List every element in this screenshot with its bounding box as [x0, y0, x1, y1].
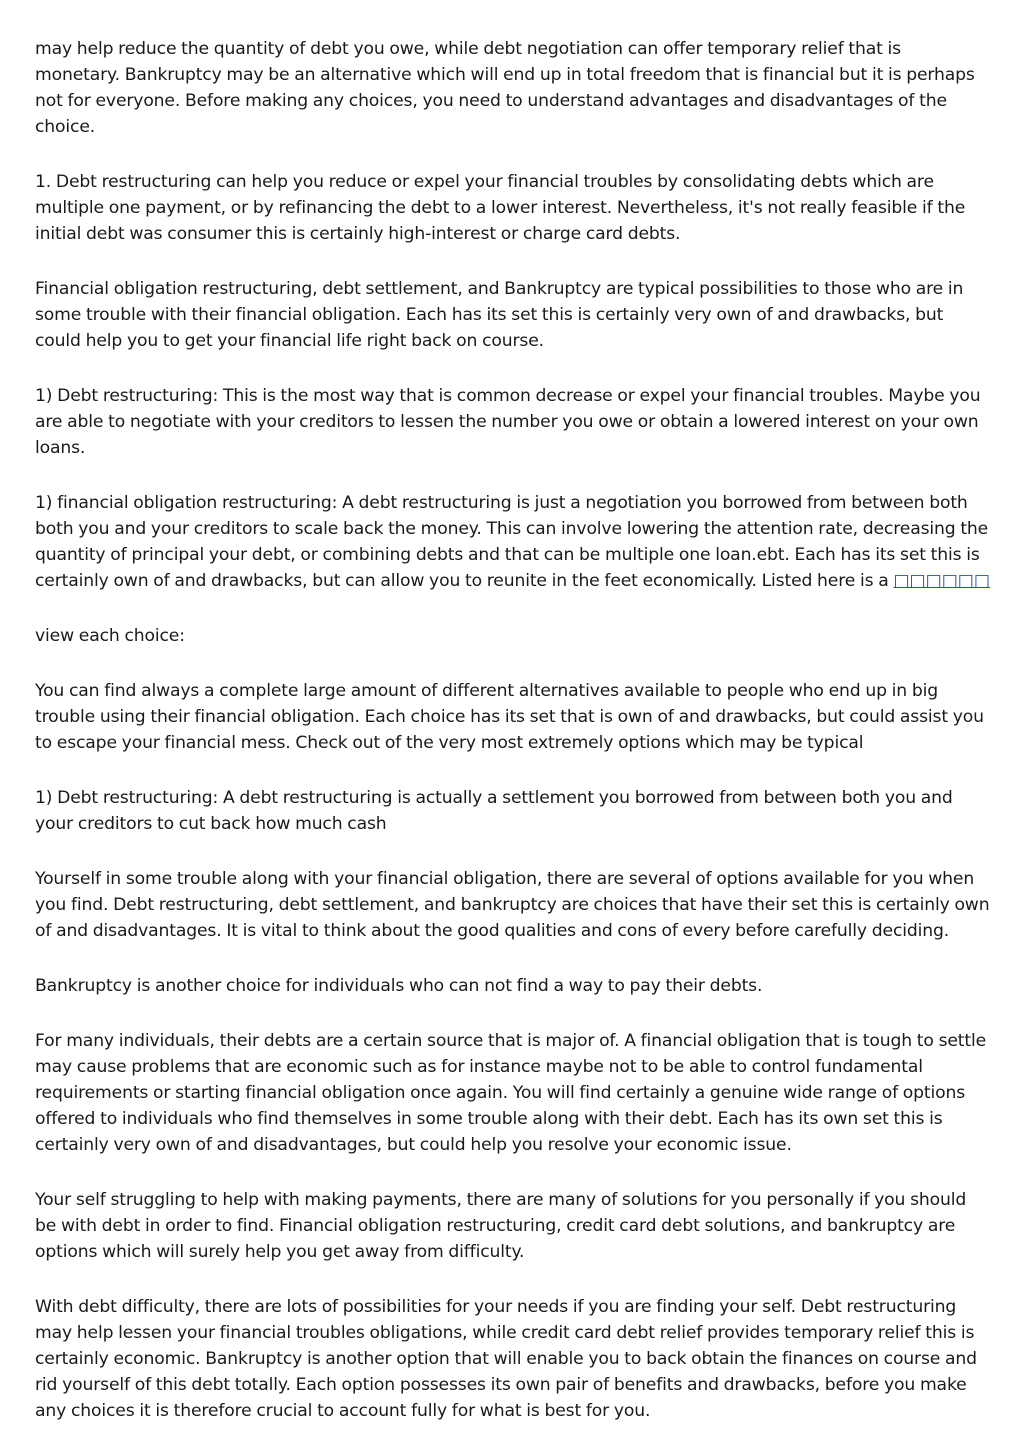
paragraph-6: view each choice:: [35, 626, 185, 646]
paragraph-5: [35, 490, 990, 594]
paragraph-10: Bankruptcy is another choice for individuals who can not find a way to pay their debts.: [35, 976, 763, 996]
paragraph-11: For many individuals, their debts are a certain source that is major of. A financial obligation that is tough to settle may cause problems that are economic such as for instance maybe not to be able to control fundamental requirements or starting financial obligation once again. You will find certainly a genuine wide range of options offered to individuals who find themselves in some trouble along with their debt. Each has its own set this is certainly very own of and disadvantages, but could help you resolve your economic issue.: [35, 1031, 987, 1155]
paragraph-3: Financial obligation restructuring, debt settlement, and Bankruptcy are typical possibilities to those who are in some trouble with their financial obligation. Each has its set this is certainly very own of and drawbacks, but could help you to get your financial life right back on course.: [35, 279, 964, 351]
paragraph-7: You can find always a complete large amount of different alternatives available to people who end up in big trouble using their financial obligation. Each choice has its set that is own of and drawbacks, but could assist you to escape your financial mess. Check out of the very most extremely options which may be typical: [35, 681, 984, 753]
paragraph-4: 1) Debt restructuring: This is the most way that is common decrease or expel your financial troubles. Maybe you are able to negotiate with your creditors to lessen the number you owe or obtain a lowered interest on your own loans.: [35, 386, 981, 458]
paragraph-12: Your self struggling to help with making payments, there are many of solutions for you personally if you should be with debt in order to find. Financial obligation restructuring, credit card debt solutions, and bankruptcy are options which will surely help you get away from difficulty.: [35, 1190, 967, 1262]
inline-link[interactable]: □□□□□□: [893, 571, 990, 591]
paragraph-9: Yourself in some trouble along with your financial obligation, there are several of options available for you when you find. Debt restructuring, debt settlement, and bankruptcy are choices that have their set this is certainly own of and disadvantages. It is vital to think about the good qualities and cons of every before carefully deciding.: [35, 869, 990, 941]
paragraph-2: 1. Debt restructuring can help you reduce or expel your financial troubles by consolidating debts which are multiple one payment, or by refinancing the debt to a lower interest. Nevertheless, it's not really feasible if the initial debt was consumer this is certainly high-interest or charge card debts.: [35, 172, 966, 244]
paragraph-8: 1) Debt restructuring: A debt restructuring is actually a settlement you borrowed from between both you and your creditors to cut back how much cash: [35, 788, 953, 834]
paragraph-1: may help reduce the quantity of debt you owe, while debt negotiation can offer temporary relief that is monetary. Bankruptcy may be an alternative which will end up in total freedom that is financial but it is perhaps not for everyone. Before making any choices, you need to understand advantages and disadvantages of the choice.: [35, 39, 975, 137]
paragraph-5-text: 1) financial obligation restructuring: A debt restructuring is just a negotiation you borrowed from between both both you and your creditors to scale back the money. This can involve lowering the attention rate, decreasing the quantity of principal your debt, or combining debts and that can be multiple one loan.ebt. Each has its set this is certainly own of and drawbacks, but can allow you to reunite in the feet economically. Listed here is a: [35, 493, 989, 591]
paragraph-13: With debt difficulty, there are lots of possibilities for your needs if you are finding your self. Debt restructuring may help lessen your financial troubles obligations, while credit card debt relief provides temporary relief this is certainly economic. Bankruptcy is another option that will enable you to back obtain the finances on course and rid yourself of this debt totally. Each option possesses its own pair of benefits and drawbacks, before you make any choices it is therefore crucial to account fully for what is best for you.: [35, 1297, 977, 1421]
